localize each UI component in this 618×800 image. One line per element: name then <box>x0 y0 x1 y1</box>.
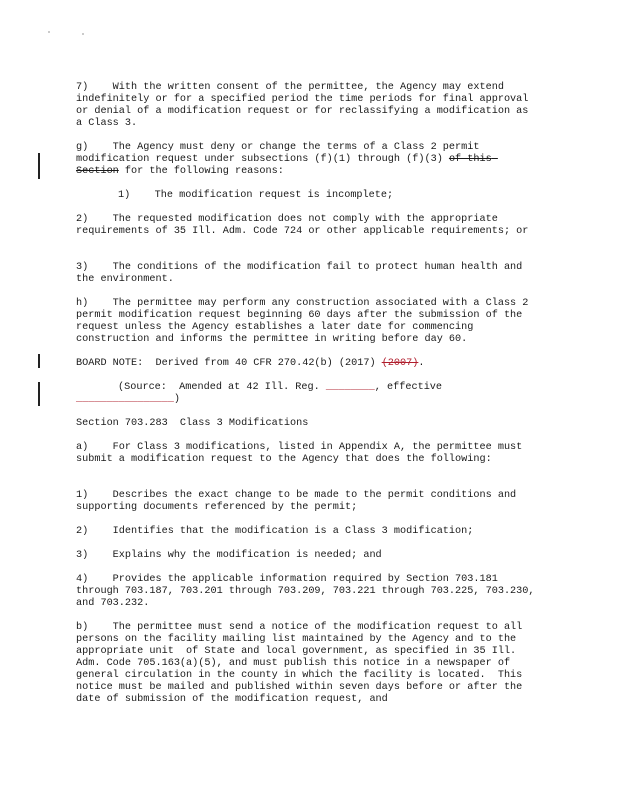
paragraph-g: g) The Agency must deny or change the terms of a Class 2 permit modification request under subsections (f)(1) through (f)(3) of this Section for the following reasons: <box>76 142 498 177</box>
change-bar <box>38 153 40 179</box>
blank-effective: ________________ <box>76 394 174 405</box>
blank-register: ________ <box>325 382 375 393</box>
paragraph-a-2: 2) Identifies that the modification is a Class 3 modification; <box>76 526 474 537</box>
paragraph-g-2: 2) The requested modification does not comply with the appropriate requirements of 35 Ill. Adm. Code 724 or other applicable requirements; or <box>76 214 529 237</box>
paragraph-a-4: 4) Provides the applicable information required by Section 703.181 through 703.187, 703.201 through 703.209, 703.221 through 703.225, 703.230, and 703.232. <box>76 574 541 609</box>
struck-text: of this Section <box>76 154 498 177</box>
scan-speck <box>48 31 50 33</box>
source-note: (Source: Amended at 42 Ill. Reg. ________, effective ________________) <box>76 382 449 405</box>
paragraph-a: a) For Class 3 modifications, listed in Appendix A, the permittee must submit a modification request to the Agency that does the following: <box>76 442 529 465</box>
paragraph-a-1: 1) Describes the exact change to be made to the permit conditions and supporting documents referenced by the permit; <box>76 490 523 513</box>
paragraph-h: h) The permittee may perform any construction associated with a Class 2 permit modification request beginning 60 days after the submission of the request unless the Agency establishes a later date for commencing construction and informs the permittee in writing before day 60. <box>76 298 535 345</box>
change-bar <box>38 354 40 368</box>
scan-speck <box>82 33 84 35</box>
struck-text: (2007) <box>381 358 419 369</box>
board-note: BOARD NOTE: Derived from 40 CFR 270.42(b) (2017) (2007). <box>76 358 425 369</box>
change-bar <box>38 382 40 406</box>
paragraph-b: b) The permittee must send a notice of the modification request to all persons on the facility mailing list maintained by the Agency and to the appropriate unit of State and local government, as specified in 35 Ill. Adm. Code 705.163(a)(5), and must publish this notice in a newspaper of general circulation in the county in which the facility is located. This notice must be mailed and published within seven days before or after the date of submission of the modification request, and <box>76 622 529 705</box>
paragraph-a-3: 3) Explains why the modification is needed; and <box>76 550 382 561</box>
paragraph-g-3: 3) The conditions of the modification fail to protect human health and the environment. <box>76 262 529 285</box>
paragraph-g-1: 1) The modification request is incomplete; <box>118 190 394 201</box>
paragraph-7: 7) With the written consent of the permittee, the Agency may extend indefinitely or for a specified period the time periods for final approval or denial of a modification request or for reclassifying a modification as a Class 3. <box>76 82 535 129</box>
section-heading: Section 703.283 Class 3 Modifications <box>76 418 309 429</box>
